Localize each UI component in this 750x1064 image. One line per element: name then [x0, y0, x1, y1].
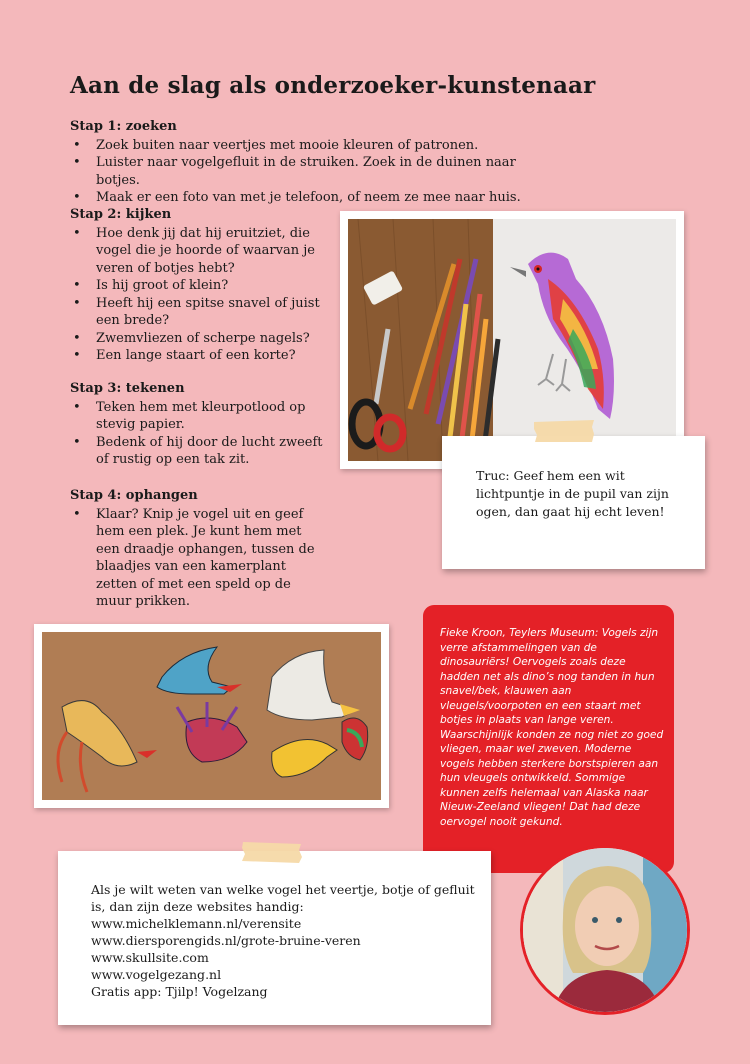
step-4-heading: Stap 4: ophangen — [70, 488, 198, 503]
drawing-photo — [340, 211, 684, 469]
page-title: Aan de slag als onderzoeker-kunstenaar — [70, 72, 596, 99]
tip-note — [442, 436, 705, 569]
step-1 — [70, 118, 540, 207]
list-item: • Zoek buiten naar veertjes met mooie kleuren of patronen. — [70, 137, 540, 155]
cutout-birds-illustration — [42, 632, 381, 800]
pencils-and-bird-illustration — [348, 219, 676, 461]
list-item: • Is hij groot of klein? — [70, 277, 325, 295]
links-note — [58, 851, 491, 1025]
step-4-list — [70, 506, 325, 611]
portrait-avatar — [520, 845, 690, 1015]
step-3-list — [70, 399, 325, 469]
tape-icon — [240, 839, 304, 865]
list-item: • Hoe denk jij dat hij eruitziet, die vogel die je hoorde of waarvan je veren of botjes hebt? — [70, 225, 325, 278]
step-4 — [70, 487, 325, 611]
tip-text: Truc: Geef hem een wit lichtpuntje in de pupil van zijn ogen, dan gaat hij echt leven! — [476, 468, 669, 519]
step-1-heading: Stap 1: zoeken — [70, 119, 177, 134]
list-item: • Klaar? Knip je vogel uit en geef hem een plek. Je kunt hem met een draadje ophangen, tussen de blaadjes van een kamerplant zetten of met een speld op de muur prikken. — [70, 506, 325, 611]
link-url[interactable]: www.diersporengids.nl/grote-bruine-veren — [91, 933, 361, 948]
link-url[interactable]: www.skullsite.com — [91, 950, 209, 965]
step-3 — [70, 380, 325, 469]
step-2-list — [70, 225, 325, 365]
portrait-illustration — [523, 848, 687, 1012]
list-item: • Zwemvliezen of scherpe nagels? — [70, 330, 325, 348]
links-intro: Als je wilt weten van welke vogel het veertje, botje of gefluit is, dan zijn deze websites handig: — [91, 882, 475, 914]
step-3-heading: Stap 3: tekenen — [70, 381, 185, 396]
quote-text: Fieke Kroon, Teylers Museum: Vogels zijn verre afstammelingen van de dinosauriërs! Oervogels zoals deze hadden net als dino’s nog tanden in hun snavel/bek, klauwen aan vleugels/voorpoten en een staart met botjes in plaats van lange veren. Waarschijnlijk konden ze nog niet zo goed vliegen, maar wel zweven. Moderne vogels hebben sterkere borstspieren aan hun vleugels ontwikkeld. Sommige kunnen zelfs helemaal van Alaska naar Nieuw-Zeeland vliegen! Dat had deze oervogel nooit gekund. — [440, 627, 664, 828]
list-item: • Bedenk of hij door de lucht zweeft of rustig op een tak zit. — [70, 434, 325, 469]
tape-icon — [532, 418, 596, 444]
app-recommendation: Gratis app: Tjilp! Vogelzang — [91, 984, 268, 999]
step-2 — [70, 206, 325, 365]
cutout-birds-photo — [34, 624, 389, 808]
list-item: • Luister naar vogelgefluit in de struiken. Zoek in de duinen naar botjes. — [70, 154, 540, 189]
step-2-heading: Stap 2: kijken — [70, 207, 172, 222]
list-item: • Een lange staart of een korte? — [70, 347, 325, 365]
link-url[interactable]: www.michelklemann.nl/verensite — [91, 916, 302, 931]
step-1-list — [70, 137, 540, 207]
list-item: • Teken hem met kleurpotlood op stevig papier. — [70, 399, 325, 434]
list-item: • Maak er een foto van met je telefoon, of neem ze mee naar huis. — [70, 189, 540, 207]
list-item: • Heeft hij een spitse snavel of juist een brede? — [70, 295, 325, 330]
quote-box — [423, 605, 674, 873]
links-text — [91, 881, 481, 1000]
link-url[interactable]: www.vogelgezang.nl — [91, 967, 222, 982]
